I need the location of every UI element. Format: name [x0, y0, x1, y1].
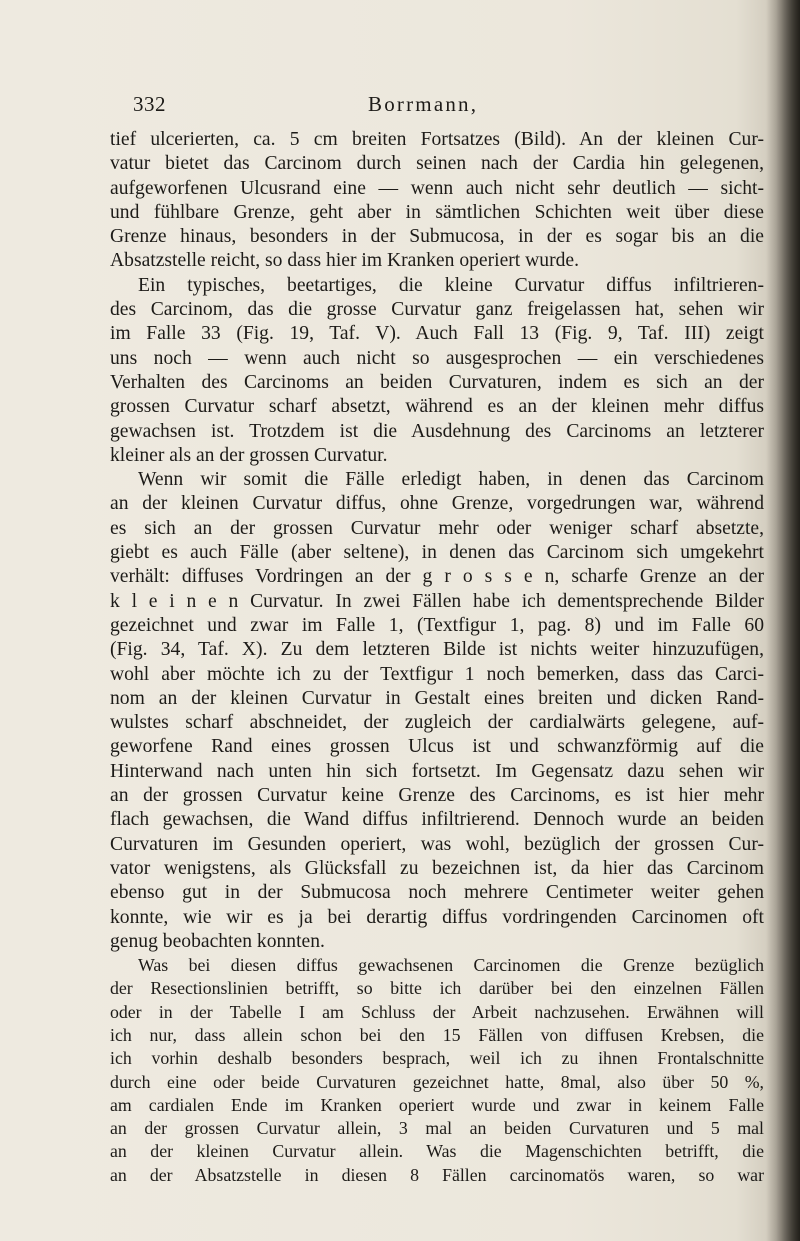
text-line: Absatzstelle reicht, so dass hier im Kranken operiert wurde.	[110, 250, 580, 272]
text-line: an der kleinen Curvatur diffus, ohne Grenze, vorgedrungen war, während	[110, 493, 764, 515]
text-line: an der grossen Curvatur keine Grenze des Carcinoms, es ist hier mehr	[110, 785, 764, 807]
text-line: nom an der kleinen Curvatur in Gestalt eines breiten und dicken Rand-	[110, 687, 764, 709]
text-line: gewachsen ist. Trotzdem ist die Ausdehnung des Carcinoms an letzterer	[110, 420, 764, 442]
text-line: gezeichnet und zwar im Falle 1, (Textfigur 1, pag. 8) und im Falle 60	[110, 614, 764, 636]
text-line: wohl aber möchte ich zu der Textfigur 1 noch bemerken, dass das Carci-	[110, 663, 764, 685]
text-line: geworfene Rand eines grossen Ulcus ist und schwanzförmig auf die	[110, 736, 764, 758]
text-line: uns noch — wenn auch nicht so ausgesprochen — ein verschiedenes	[110, 347, 764, 369]
text-line: durch eine oder beide Curvaturen gezeichnet hatte, 8mal, also über 50 %,	[110, 1071, 764, 1092]
text-line: und fühlbare Grenze, geht aber in sämtlichen Schichten weit über diese	[110, 201, 764, 223]
page-number: 332	[133, 92, 166, 116]
text-line: aufgeworfenen Ulcusrand eine — wenn auch nicht sehr deutlich — sicht-	[110, 177, 764, 199]
text-line: giebt es auch Fälle (aber seltene), in denen das Carcinom sich umgekehrt	[110, 542, 764, 564]
text-line: flach gewachsen, die Wand diffus infiltrierend. Dennoch wurde an beiden	[110, 809, 764, 831]
text-line: tief ulcerierten, ca. 5 cm breiten Fortsatzes (Bild). An der kleinen Cur-	[110, 129, 764, 150]
text-line: Verhalten des Carcinoms an beiden Curvaturen, indem es sich an der	[110, 371, 764, 393]
text-line: der Resectionslinien betrifft, so bitte ich darüber bei den einzelnen Fällen	[110, 978, 764, 999]
text-line: es sich an der grossen Curvatur mehr oder weniger scharf absetzte,	[110, 517, 764, 539]
text-line: an der kleinen Curvatur allein. Was die Magenschichten betrifft, die	[110, 1141, 764, 1162]
text-line: k l e i n e n Curvatur. In zwei Fällen habe ich dementsprechende Bilder	[110, 590, 764, 612]
text-line: Was bei diesen diffus gewachsenen Carcinomen die Grenze bezüglich	[138, 955, 764, 976]
text-line: an der Absatzstelle in diesen 8 Fällen carcinomatös waren, so war	[110, 1164, 764, 1185]
text-line: oder in der Tabelle I am Schluss der Arbeit nachzusehen. Erwähnen will	[110, 1001, 764, 1022]
text-line: ich vorhin deshalb besonders besprach, weil ich zu ihnen Frontalschnitte	[110, 1048, 764, 1069]
text-line: am cardialen Ende im Kranken operiert wurde und zwar in keinem Falle	[110, 1094, 764, 1115]
text-line: verhält: diffuses Vordringen an der g r o s s e n, scharfe Grenze an der	[110, 566, 764, 588]
text-line: genug beobachten konnten.	[110, 930, 325, 952]
running-head: Borrmann,	[368, 92, 479, 116]
text-line: Grenze hinaus, besonders in der Submucosa, in der es sogar bis an die	[110, 226, 764, 248]
text-line: ebenso gut in der Submucosa noch mehrere Centimeter weiter gehen	[110, 882, 764, 904]
text-line: (Fig. 34, Taf. X). Zu dem letzteren Bilde ist nichts weiter hinzuzufügen,	[110, 639, 764, 661]
text-line: vator wenigstens, als Glücksfall zu bezeichnen ist, da hier das Carcinom	[110, 857, 764, 879]
text-line: vatur bietet das Carcinom durch seinen nach der Cardia hin gelegenen,	[110, 153, 764, 175]
text-line: konnte, wie wir es ja bei derartig diffus vordringenden Carcinomen oft	[110, 906, 764, 928]
page-edge-shadow	[766, 0, 800, 1241]
text-line: an der grossen Curvatur allein, 3 mal an beiden Curvaturen und 5 mal	[110, 1118, 764, 1139]
text-line: des Carcinom, das die grosse Curvatur ganz freigelassen hat, sehen wir	[110, 299, 764, 321]
text-line: grossen Curvatur scharf absetzt, während es an der kleinen mehr diffus	[110, 396, 764, 418]
body-text	[110, 128, 764, 1187]
text-line: kleiner als an der grossen Curvatur.	[110, 444, 388, 466]
text-line: Hinterwand nach unten hin sich fortsetzt. Im Gegensatz dazu sehen wir	[110, 760, 764, 782]
text-line: Wenn wir somit die Fälle erledigt haben, in denen das Carcinom	[138, 469, 764, 491]
text-line: Curvaturen im Gesunden operiert, was wohl, bezüglich der grossen Cur-	[110, 833, 764, 855]
text-line: im Falle 33 (Fig. 19, Taf. V). Auch Fall 13 (Fig. 9, Taf. III) zeigt	[110, 323, 764, 345]
page-header	[133, 92, 763, 116]
text-line: ich nur, dass allein schon bei den 15 Fällen von diffusen Krebsen, die	[110, 1024, 764, 1045]
text-line: Ein typisches, beetartiges, die kleine Curvatur diffus infiltrieren-	[138, 274, 764, 296]
text-line: wulstes scharf abschneidet, der zugleich der cardialwärts gelegene, auf-	[110, 712, 764, 734]
